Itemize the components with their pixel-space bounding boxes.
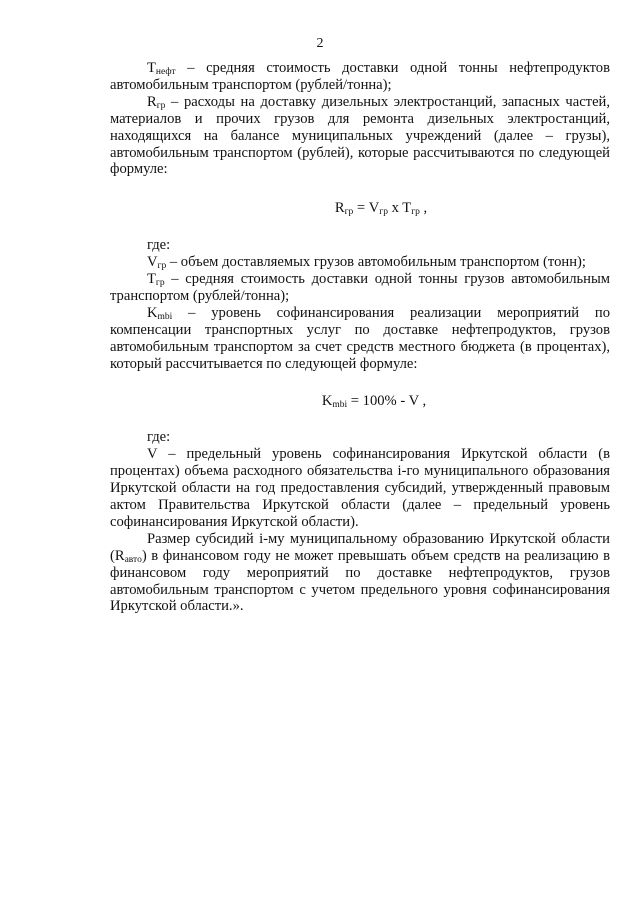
paragraph-text: – объем доставляемых грузов автомобильным транспортом (тонн); [166, 254, 586, 271]
where-label-2: где: [147, 429, 171, 446]
formula-subscript: гр [379, 207, 388, 218]
paragraph-k-mbi [110, 305, 610, 373]
symbol: T [147, 60, 156, 76]
paragraph-text: Размер субсидий i-му муниципальному образованию Иркутской области (R [110, 530, 610, 564]
formula-part: R [334, 200, 345, 217]
paragraph-subsidy-size [110, 531, 610, 616]
subscript: гр [155, 278, 165, 289]
formula-subscript: гр [344, 207, 354, 218]
where-label-1: где: [147, 237, 171, 254]
formula-subscript: mbi [332, 399, 348, 410]
paragraph-v: V – предельный уровень софинансирования Иркутской области (в процентах) объема расходного обязательства i-го муниципального образования Иркутской области на год предоставления субсидий, утвержденный правовым актом Правительства Иркутской области (далее – предельный уровень софинансирования Иркутской области). [110, 446, 610, 530]
document-body [110, 60, 610, 615]
formula-part: x T [387, 200, 412, 217]
paragraph-text: – средняя стоимость доставки одной тонны нефтепродуктов автомобильным транспортом (рублей/тонна); [110, 60, 610, 93]
symbol: T [147, 271, 156, 288]
formula-k-mbi [110, 373, 610, 430]
subscript: гр [156, 100, 166, 111]
symbol: R [147, 93, 157, 110]
paragraph-text: – средняя стоимость доставки одной тонны грузов автомобильным транспортом (рублей/тонна); [110, 271, 610, 304]
formula-r-gr [110, 178, 610, 237]
paragraph-text: – уровень софинансирования реализации мероприятий по компенсации транспортных услуг по доставке нефтепродуктов, грузов автомобильным транспортом за счет средств местного бюджета (в процентах), который рассчитывается по следующей формуле: [110, 304, 610, 372]
subscript: авто [124, 554, 142, 565]
paragraph-text: – расходы на доставку дизельных электростанций, запасных частей, материалов и прочих грузов для ремонта дизельных электростанций, находящихся на балансе муниципальных учреждений (далее – грузы), автомобильным транспортом (рублей), которые рассчитываются по следующей формуле: [110, 93, 610, 178]
paragraph-text: ) в финансовом году не может превышать объем средств на реализацию в финансовом году мероприятий по доставке нефтепродуктов, грузов автомобильным транспортом с учетом предельного уровня софинансирования Иркутской области.». [110, 547, 610, 615]
subscript: нефт [155, 67, 176, 77]
subscript: mbi [157, 311, 173, 322]
paragraph-t-neft [110, 60, 610, 94]
subscript: гр [157, 261, 167, 272]
paragraph-r-gr [110, 94, 610, 179]
formula-subscript: гр [411, 207, 420, 218]
symbol: V [147, 254, 158, 271]
formula-part: K [321, 392, 333, 409]
formula-part: = 100% - V , [347, 392, 427, 409]
symbol: K [147, 304, 158, 321]
paragraph-v-gr [110, 254, 610, 271]
formula-part: , [419, 200, 428, 217]
formula-part: = V [353, 200, 380, 217]
page-number: 2 [316, 36, 324, 51]
paragraph-t-gr [110, 271, 610, 305]
